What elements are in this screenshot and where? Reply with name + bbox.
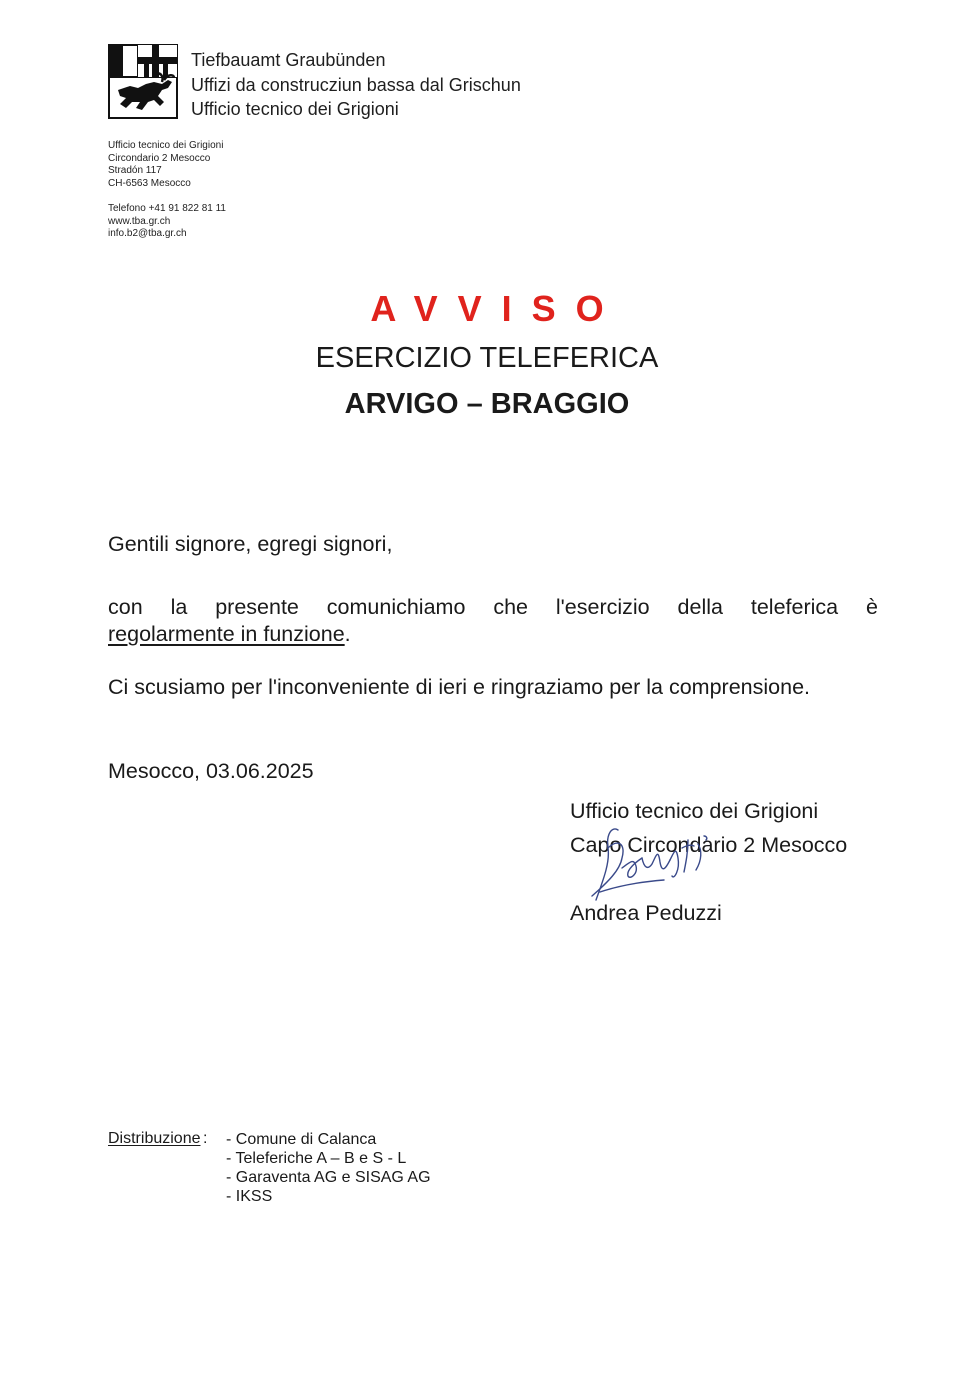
signature-role: Capo Circondario 2 Mesocco <box>570 833 848 857</box>
word: la <box>170 595 188 619</box>
underlined-status: regolarmente in funzione <box>108 622 345 646</box>
distribution-list <box>226 1130 431 1206</box>
paragraph-apology: Ci scusiamo per l'inconveniente di ieri e ringraziamo per la comprensione. <box>108 675 810 699</box>
word: della <box>677 595 723 619</box>
org-line-german: Tiefbauamt Graubünden <box>191 50 386 70</box>
place-date: Mesocco, 03.06.2025 <box>108 759 314 783</box>
address-line: Ufficio tecnico dei Grigioni <box>108 140 224 151</box>
word: che <box>493 595 528 619</box>
address-line: Circondario 2 Mesocco <box>108 152 211 164</box>
notice-title: AVVISO <box>370 288 624 329</box>
signature-name: Andrea Peduzzi <box>570 901 722 925</box>
phone-line: Telefono +41 91 822 81 11 <box>108 203 226 214</box>
website-line: www.tba.gr.ch <box>108 215 171 227</box>
distribution-item: - Garaventa AG e SISAG AG <box>226 1169 431 1186</box>
distribution-label: Distribuzione <box>108 1130 201 1147</box>
distribution-item: - Teleferiche A – B e S - L <box>226 1150 407 1167</box>
notice-route: ARVIGO – BRAGGIO <box>344 388 630 420</box>
word: teleferica <box>750 595 839 619</box>
distribution-item: - IKSS <box>226 1188 273 1205</box>
address-line: Stradón 117 <box>108 165 162 176</box>
word: l'esercizio <box>555 595 650 619</box>
address-line: CH-6563 Mesocco <box>108 177 191 189</box>
distribution-colon: : <box>203 1130 208 1147</box>
paragraph-operation-status <box>108 594 878 648</box>
organization-name <box>191 48 521 122</box>
org-line-romansh: Uffizi da construcziun bassa dal Grischun <box>191 74 521 95</box>
salutation: Gentili signore, egregi signori, <box>108 532 393 556</box>
org-line-italian: Ufficio tecnico dei Grigioni <box>191 99 399 119</box>
word: con <box>108 595 143 619</box>
handwritten-signature-icon <box>578 818 728 918</box>
signature-office: Ufficio tecnico dei Grigioni <box>570 799 819 823</box>
graubuenden-coat-of-arms-logo <box>108 44 178 119</box>
word: presente <box>215 595 299 619</box>
email-line: info.b2@tba.gr.ch <box>108 228 187 239</box>
word: comunichiamo <box>326 595 466 619</box>
word: è <box>866 595 878 619</box>
notice-subtitle: ESERCIZIO TELEFERICA <box>315 342 659 374</box>
period: . <box>344 622 351 646</box>
paragraph-line-2 <box>108 621 878 648</box>
paragraph-line-1 <box>108 594 878 621</box>
distribution-item: - Comune di Calanca <box>226 1131 377 1148</box>
sender-address <box>108 140 226 241</box>
